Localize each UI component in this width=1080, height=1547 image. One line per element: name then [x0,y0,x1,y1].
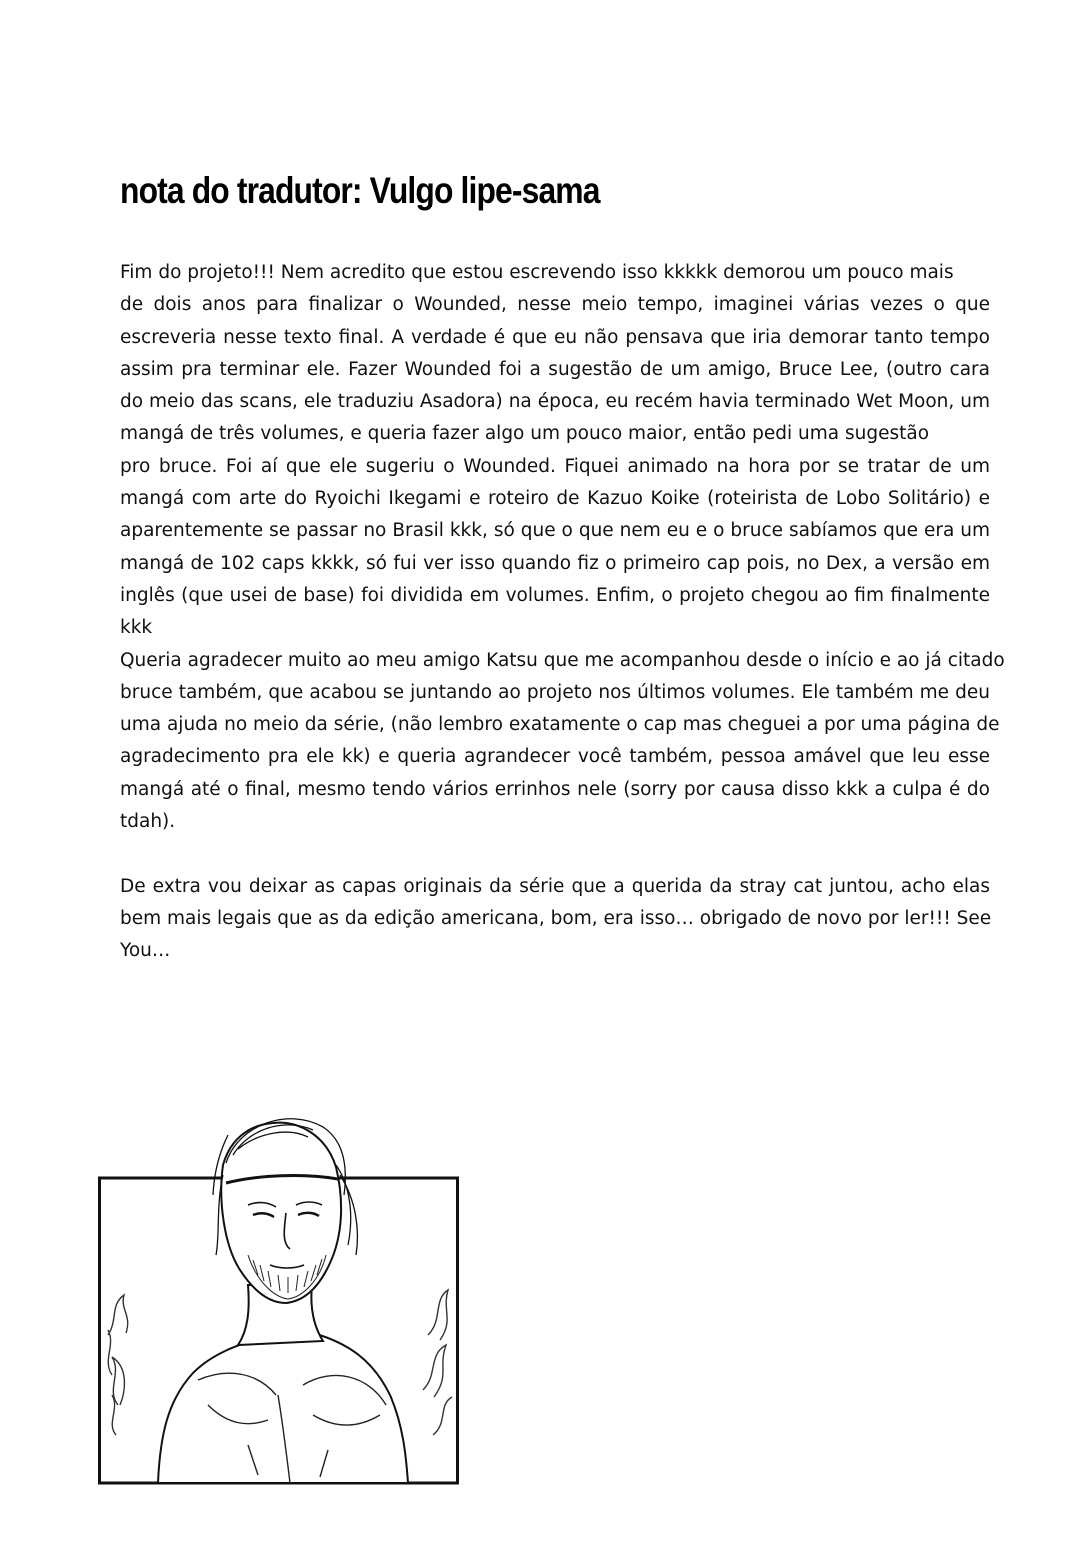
text-line: escreveria nesse texto final. A verdade é que eu não pensava que iria demorar tanto tempo [120,326,990,348]
translator-note-body [120,257,1005,968]
page-title: nota do tradutor: Vulgo lipe-sama [120,170,600,211]
text-line: agradecimento pra ele kk) e queria agrandecer você também, pessoa amável que leu esse [120,746,990,768]
text-line: de dois anos para finalizar o Wounded, nesse meio tempo, imaginei várias vezes o que [120,294,990,316]
text-line: assim pra terminar ele. Fazer Wounded foi a sugestão de um amigo, Bruce Lee, (outro cara [120,358,990,380]
text-line: do meio das scans, ele traduziu Asadora) na época, eu recém havia terminado Wet Moon, um [120,391,990,413]
text-line: inglês (que usei de base) foi dividida em volumes. Enfim, o projeto chegou ao fim finalmente [120,584,990,606]
manga-illustration [98,1105,460,1485]
text-line: pro bruce. Foi aí que ele sugeriu o Wounded. Fiquei animado na hora por se tratar de um [120,455,990,477]
text-line: aparentemente se passar no Brasil kkk, só que o que nem eu e o bruce sabíamos que era um [120,520,990,542]
text-line: mangá de 102 caps kkkk, só fui ver isso quando fiz o primeiro cap pois, no Dex, a versão em [120,552,990,574]
text-line: De extra vou deixar as capas originais da série que a querida da stray cat juntou, acho elas [120,875,990,897]
text-line: Fim do projeto!!! Nem acredito que estou escrevendo isso kkkkk demorou um pouco mais [120,262,954,283]
text-line: mangá de três volumes, e queria fazer algo um pouco maior, então pedi uma sugestão [120,423,930,445]
text-line: bem mais legais que as da edição americana, bom, era isso… obrigado de novo por ler!!! See [120,907,992,929]
text-line: Queria agradecer muito ao meu amigo Katsu que me acompanhou desde o início e ao já citado [120,649,1005,671]
text-line: tdah). [120,811,176,833]
text-line: kkk [120,617,153,639]
text-line: mangá com arte do Ryoichi Ikegami e roteiro de Kazuo Koike (roteirista de Lobo Solitário) e [120,488,990,510]
text-line: uma ajuda no meio da série, (não lembro exatamente o cap mas cheguei a por uma página de [120,714,1000,736]
text-line: You… [120,940,171,962]
text-line: bruce também, que acabou se juntando ao projeto nos últimos volumes. Ele também me deu [120,681,990,703]
text-line: mangá até o final, mesmo tendo vários errinhos nele (sorry por causa disso kkk a culpa é do [120,778,990,800]
paragraph-gap [120,838,990,870]
